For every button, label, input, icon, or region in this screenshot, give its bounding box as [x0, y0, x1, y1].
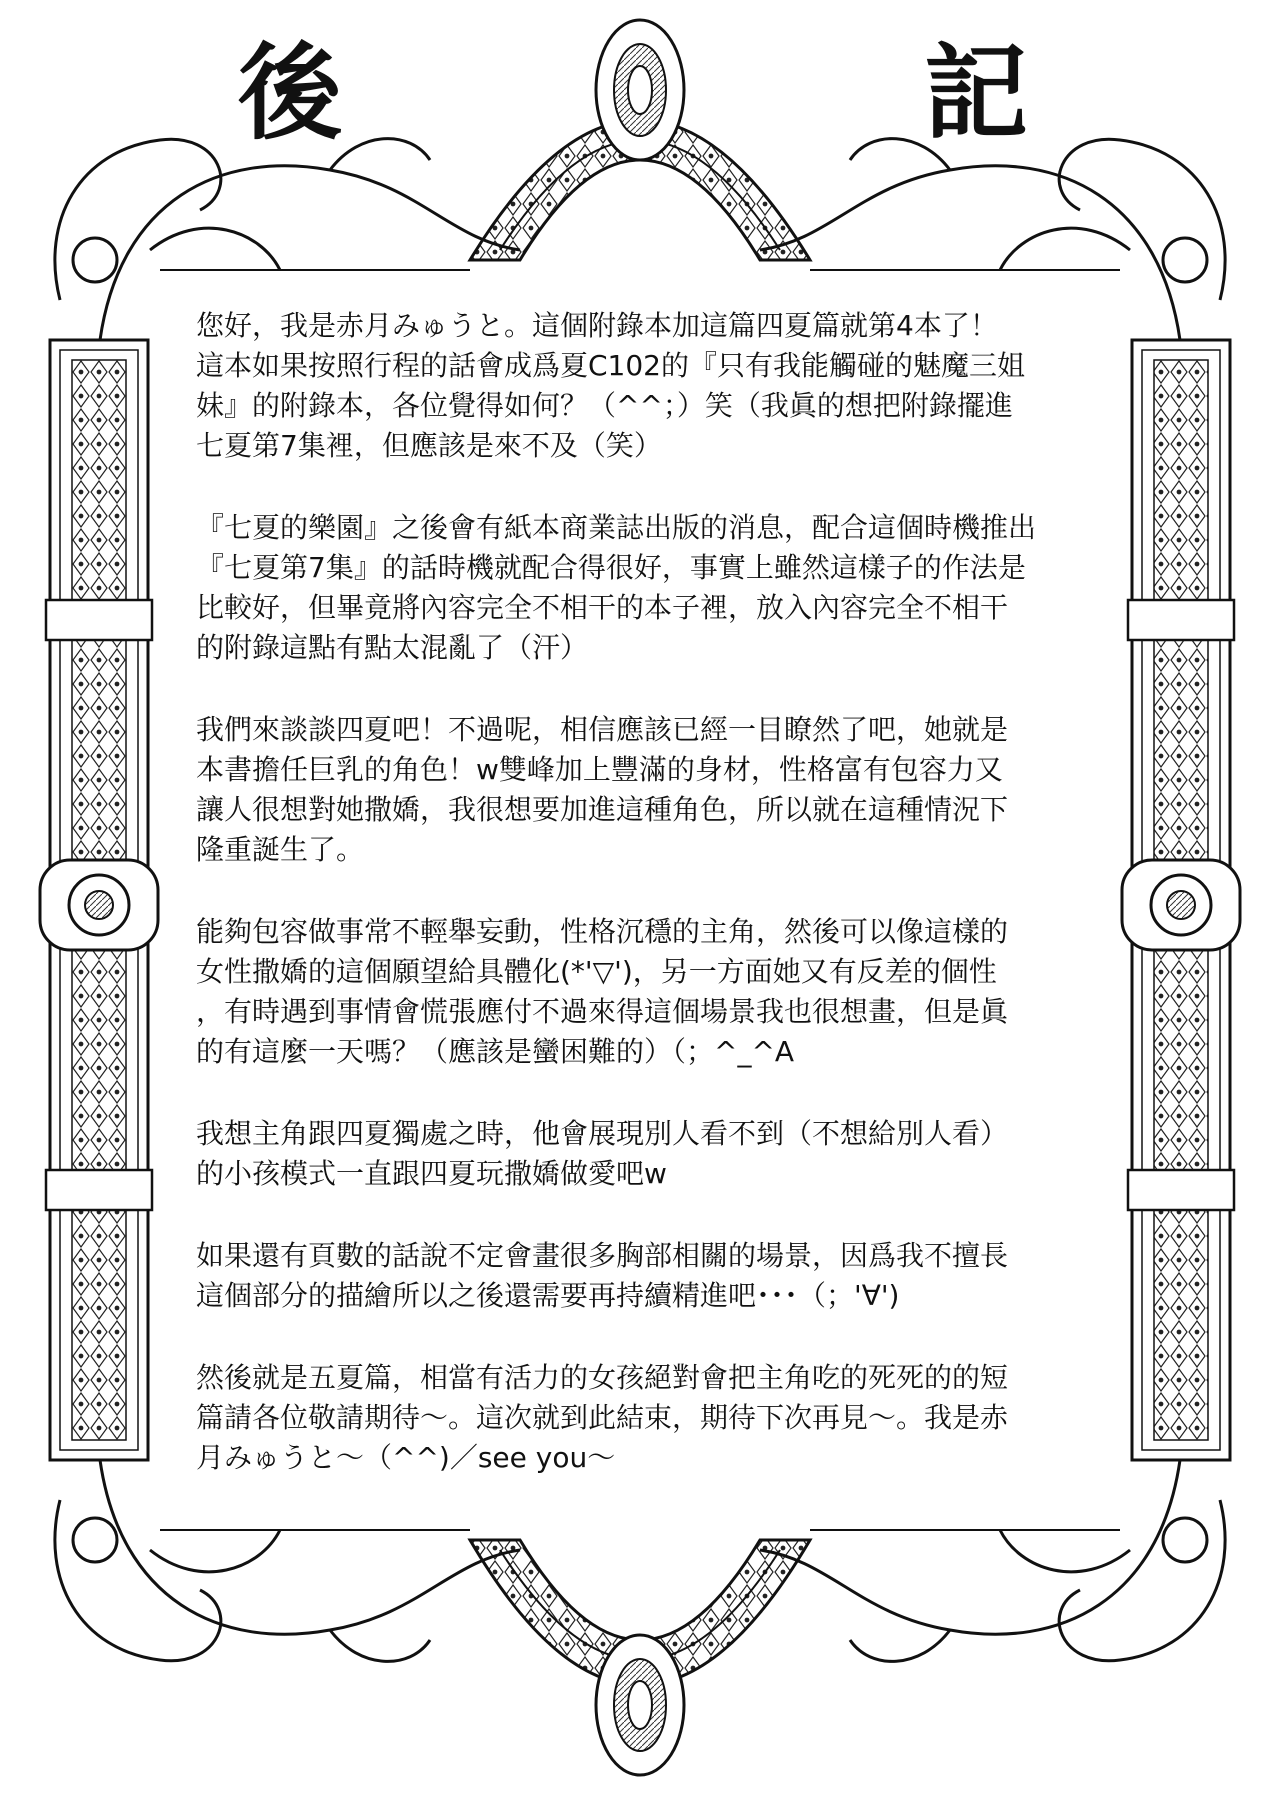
text-line: 隆重誕生了。 — [196, 833, 365, 866]
text-line: ，有時遇到事情會慌張應付不過來得這個場景我也很想畫，但是眞 — [196, 995, 1009, 1028]
text-line: 這本如果按照行程的話會成爲夏C102的『只有我能觸碰的魅魔三姐 — [196, 349, 1025, 382]
paragraph-2 — [196, 508, 1116, 668]
text-line: 這個部分的描繪所以之後還需要再持續精進吧･･･（；'∀') — [196, 1279, 900, 1312]
paragraph-7 — [196, 1358, 1116, 1478]
afterword-body — [196, 306, 1116, 1520]
paragraph-4 — [196, 912, 1116, 1072]
left-column-ornament — [40, 340, 158, 1460]
right-column-ornament — [1122, 340, 1240, 1460]
text-line: 女性撒嬌的這個願望給具體化(*'▽')，另一方面她又有反差的個性 — [196, 955, 997, 988]
text-line: 您好，我是赤月みゅうと。這個附錄本加這篇四夏篇就第4本了！ — [196, 309, 998, 342]
text-line: 比較好，但畢竟將內容完全不相干的本子裡，放入內容完全不相干 — [196, 591, 1009, 624]
text-line: 篇請各位敬請期待～。這次就到此結束，期待下次再見～。我是赤 — [196, 1401, 1009, 1434]
text-line: 如果還有頁數的話說不定會畫很多胸部相關的場景，因爲我不擅長 — [196, 1239, 1009, 1272]
text-line: 月みゅうと～（^^)／see you～ — [196, 1441, 616, 1474]
text-line: 我們來談談四夏吧！不過呢，相信應該已經一目瞭然了吧，她就是 — [196, 713, 1009, 746]
text-line: 然後就是五夏篇，相當有活力的女孩絕對會把主角吃的死死的的短 — [196, 1361, 1009, 1394]
text-line: 七夏第7集裡，但應該是來不及（笑） — [196, 429, 662, 462]
text-line: 本書擔任巨乳的角色！w雙峰加上豐滿的身材，性格富有包容力又 — [196, 753, 1003, 786]
bottom-arch-ornament — [470, 1540, 810, 1775]
text-line: 能夠包容做事常不輕舉妄動，性格沉穩的主角，然後可以像這樣的 — [196, 915, 1009, 948]
paragraph-1 — [196, 306, 1116, 466]
text-line: 『七夏的樂園』之後會有紙本商業誌出版的消息，配合這個時機推出 — [196, 511, 1037, 544]
paragraph-6 — [196, 1236, 1116, 1316]
text-line: 的有這麼一天嗎？（應該是蠻困難的）（；^_^A — [196, 1035, 795, 1068]
text-line: 的附錄這點有點太混亂了（汗） — [196, 631, 589, 664]
title-char-right: 記 — [924, 32, 1029, 154]
paragraph-5 — [196, 1114, 1116, 1194]
paragraph-3 — [196, 710, 1116, 870]
text-line: 妹』的附錄本，各位覺得如何？（^^；）笑（我眞的想把附錄擺進 — [196, 389, 1013, 422]
text-line: 的小孩模式一直跟四夏玩撒嬌做愛吧w — [196, 1157, 667, 1190]
title-char-left: 後 — [238, 32, 343, 154]
top-arch-ornament — [470, 20, 810, 260]
text-line: 我想主角跟四夏獨處之時，他會展現別人看不到（不想給別人看） — [196, 1117, 1009, 1150]
text-line: 『七夏第7集』的話時機就配合得很好，事實上雖然這樣子的作法是 — [196, 551, 1026, 584]
text-line: 讓人很想對她撒嬌，我很想要加進這種角色，所以就在這種情況下 — [196, 793, 1009, 826]
